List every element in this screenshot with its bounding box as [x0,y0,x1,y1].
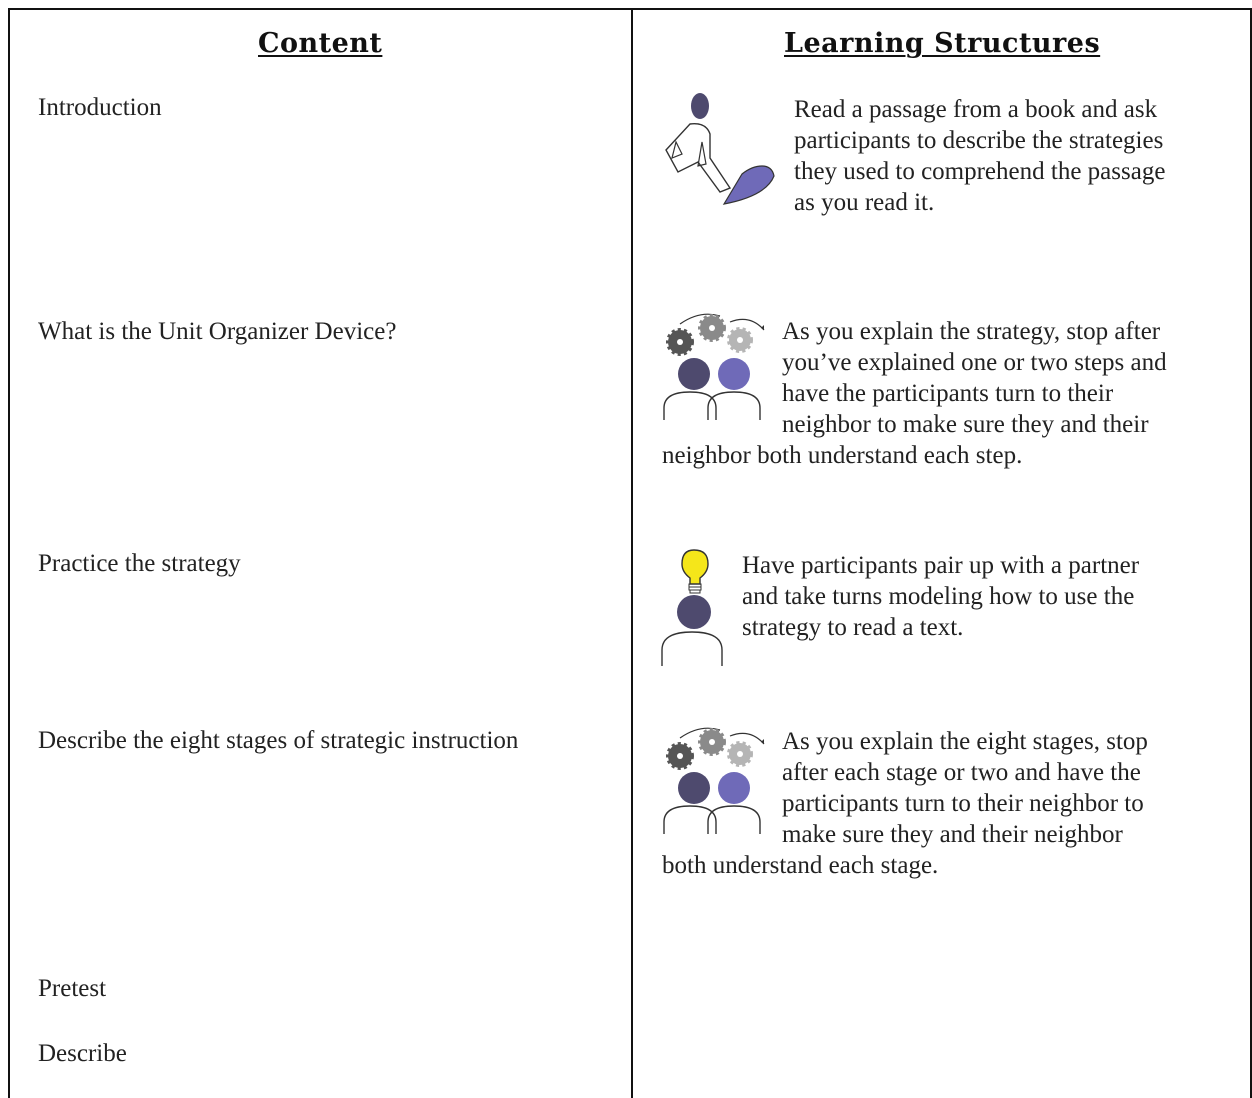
content-item-introduction: Introduction [38,94,162,121]
learning-structure-2 [662,316,1167,471]
ls1-line: participants to describe the strategies [794,127,1164,154]
ls1-line: they used to comprehend the passage [794,158,1166,185]
ls2-line: have the participants turn to their [782,380,1114,407]
learning-structure-3 [742,550,1139,643]
learning-structures-header: Learning Structures [784,28,1101,59]
ls3-line: Have participants pair up with a partner [742,552,1140,579]
ls2-line: you’ve explained one or two steps and [782,349,1167,376]
content-item-eight-stages: Describe the eight stages of strategic instruction [38,727,519,754]
learning-structure-4 [662,726,1148,881]
content-item-unit-organizer: What is the Unit Organizer Device? [38,318,397,345]
ls4-line: after each stage or two and have the [782,759,1141,786]
ls4-line: both understand each stage. [662,852,939,879]
ls4-line: participants turn to their neighbor to [782,790,1144,817]
content-header: Content [258,28,383,59]
column-divider [631,8,633,1098]
learning-structure-1 [794,94,1165,218]
content-item-pretest: Pretest [38,975,107,1002]
ls2-line: neighbor both understand each step. [662,442,1023,469]
ls2-line: As you explain the strategy, stop after [782,318,1161,345]
ls1-line: Read a passage from a book and ask [794,96,1158,123]
content-item-practice: Practice the strategy [38,550,241,577]
ls4-line: make sure they and their neighbor [782,821,1123,848]
ls4-line: As you explain the eight stages, stop [782,728,1148,755]
ls3-line: strategy to read a text. [742,614,964,641]
ls2-line: neighbor to make sure they and their [782,411,1149,438]
ls3-line: and take turns modeling how to use the [742,583,1135,610]
ls1-line: as you read it. [794,189,935,216]
presenter-icon [662,92,780,210]
lightbulb-person-icon [660,546,730,668]
content-item-describe: Describe [38,1040,127,1067]
